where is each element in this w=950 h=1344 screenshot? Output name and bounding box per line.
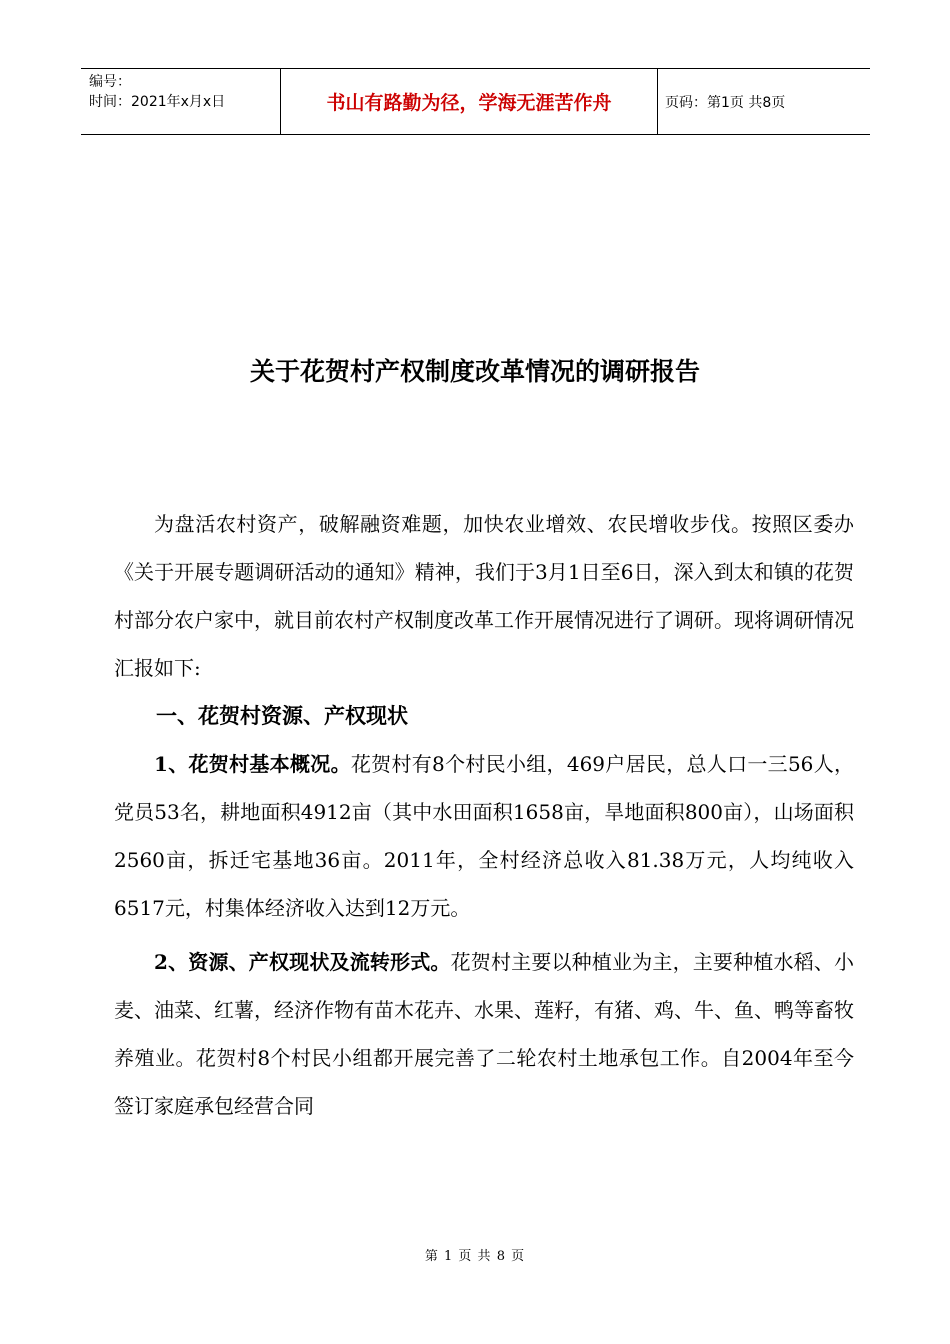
paragraph-lead: 2、资源、产权现状及流转形式。 [154,950,451,974]
header-meta-cell [81,69,281,134]
document-time-label: 时间：2021年x月x日 [89,94,226,110]
document-number-label: 编号： [89,74,131,90]
document-body [114,500,854,1130]
header-motto: 书山有路勤为径，学海无涯苦作舟 [281,69,658,134]
section-heading: 一、花贺村资源、产权现状 [156,704,408,728]
paragraph-basic-overview [114,740,854,932]
page-footer: 第 1 页 共 8 页 [424,1249,526,1264]
header-table [81,68,870,135]
header-page-label: 页码：第1页 共8页 [665,94,786,111]
paragraph-text: 花贺村有8个村民小组，469户居民，总人口一三56人，党员53名，耕地面积4912亩（其中水田面积1658亩，旱地面积800亩），山场面积2560亩，拆迁宅基地36亩。2011年，全村经济总收入81.38万元，人均纯收入6517元，村集体经济收入达到12万元。 [114,752,854,920]
paragraph-lead: 1、花贺村基本概况。 [154,752,351,776]
paragraph-resources [114,938,854,1130]
intro-paragraph: 为盘活农村资产，破解融资难题，加快农业增效、农民增收步伐。按照区委办《关于开展专题调研活动的通知》精神，我们于3月1日至6日，深入到太和镇的花贺村部分农户家中，就目前农村产权制度改革工作开展情况进行了调研。现将调研情况汇报如下: [114,512,854,680]
document-title: 关于花贺村产权制度改革情况的调研报告 [249,357,700,386]
paragraph-text: 花贺村主要以种植业为主，主要种植水稻、小麦、油菜、红薯，经济作物有苗木花卉、水果、莲籽，有猪、鸡、牛、鱼、鸭等畜牧养殖业。花贺村8个村民小组都开展完善了二轮农村土地承包工作。自2004年至今签订家庭承包经营合同 [114,950,855,1118]
